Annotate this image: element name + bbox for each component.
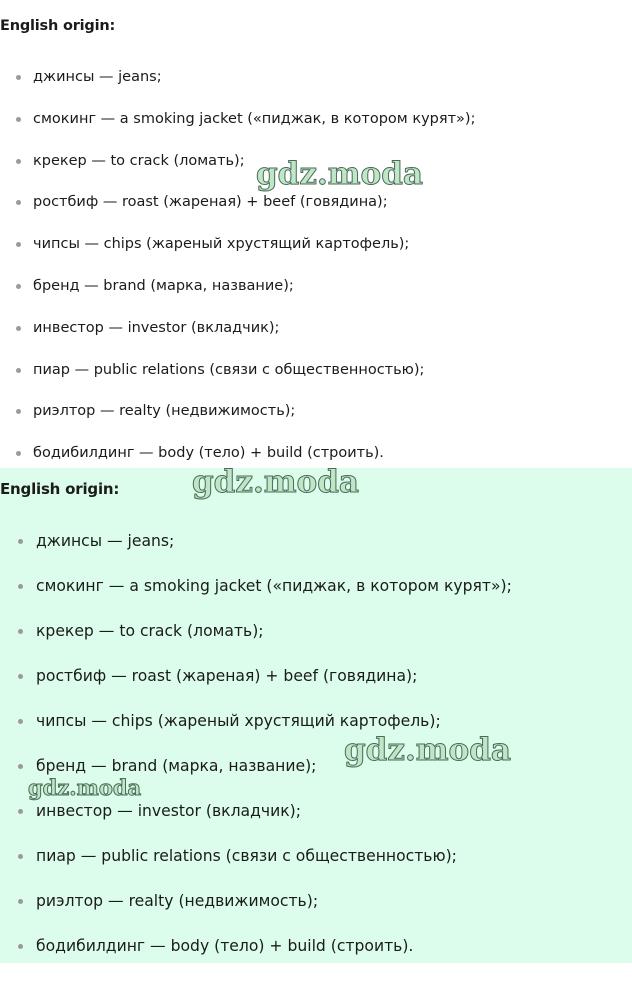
watermark-logo: gdz.moda bbox=[192, 464, 359, 500]
list-item bbox=[0, 108, 475, 150]
bullet-icon bbox=[18, 809, 23, 814]
list-item bbox=[0, 400, 475, 442]
list-item bbox=[0, 275, 475, 317]
list-item bbox=[0, 359, 475, 401]
list-item bbox=[0, 575, 512, 620]
list-item bbox=[0, 233, 475, 275]
list-item-text: инвестор — investor (вкладчик); bbox=[33, 319, 280, 336]
list-item bbox=[0, 800, 512, 845]
answer-block-highlighted bbox=[0, 468, 632, 963]
list-item-text: риэлтор — realty (недвижимость); bbox=[33, 403, 296, 420]
watermark-logo: gdz.moda bbox=[256, 156, 423, 192]
list-item-text: бодибилдинг — body (тело) + build (строить). bbox=[33, 445, 384, 462]
list-item bbox=[0, 710, 512, 755]
word-list bbox=[0, 530, 512, 980]
watermark-logo: gdz.moda bbox=[344, 732, 511, 768]
answer-block-plain bbox=[0, 0, 632, 468]
bullet-icon bbox=[18, 719, 23, 724]
list-item-text: джинсы — jeans; bbox=[33, 69, 162, 85]
word-list bbox=[0, 66, 475, 484]
list-item bbox=[0, 665, 512, 710]
list-item bbox=[0, 150, 475, 192]
bullet-icon bbox=[16, 200, 21, 205]
bullet-icon bbox=[18, 899, 23, 904]
bullet-icon bbox=[16, 451, 21, 456]
list-item-text: риэлтор — realty (недвижимость); bbox=[36, 892, 319, 910]
list-item bbox=[0, 530, 512, 575]
list-item-text: смокинг — a smoking jacket («пиджак, в котором курят»); bbox=[36, 577, 512, 595]
section-heading: English origin: bbox=[0, 480, 120, 498]
bullet-icon bbox=[18, 629, 23, 634]
list-item-text: бренд — brand (марка, название); bbox=[33, 277, 294, 294]
bullet-icon bbox=[16, 242, 21, 247]
bullet-icon bbox=[16, 159, 21, 164]
list-item-text: ростбиф — roast (жареная) + beef (говядина); bbox=[33, 194, 388, 211]
list-item bbox=[0, 755, 512, 800]
list-item bbox=[0, 66, 475, 108]
list-item-text: бодибилдинг — body (тело) + build (строить). bbox=[36, 937, 414, 955]
list-item-text: инвестор — investor (вкладчик); bbox=[36, 802, 302, 820]
bullet-icon bbox=[18, 539, 23, 544]
list-item-text: крекер — to crack (ломать); bbox=[36, 622, 264, 640]
bullet-icon bbox=[18, 584, 23, 589]
bullet-icon bbox=[18, 674, 23, 679]
list-item bbox=[0, 845, 512, 890]
list-item-text: пиар — public relations (связи с общественностью); bbox=[36, 847, 457, 865]
bullet-icon bbox=[16, 75, 21, 80]
bullet-icon bbox=[16, 368, 21, 373]
list-item bbox=[0, 890, 512, 935]
section-heading: English origin: bbox=[0, 18, 116, 34]
list-item bbox=[0, 935, 512, 980]
list-item-text: чипсы — chips (жареный хрустящий картофель); bbox=[33, 236, 410, 253]
list-item bbox=[0, 620, 512, 665]
list-item bbox=[0, 317, 475, 359]
bullet-icon bbox=[18, 764, 23, 769]
list-item-text: чипсы — chips (жареный хрустящий картофель); bbox=[36, 712, 441, 730]
list-item-text: смокинг — a smoking jacket («пиджак, в котором курят»); bbox=[33, 110, 476, 127]
list-item-text: ростбиф — roast (жареная) + beef (говядина); bbox=[36, 667, 418, 685]
bullet-icon bbox=[16, 284, 21, 289]
watermark-logo: gdz.moda bbox=[28, 775, 142, 800]
bullet-icon bbox=[18, 854, 23, 859]
bullet-icon bbox=[16, 117, 21, 122]
list-item-text: пиар — public relations (связи с общественностью); bbox=[33, 361, 425, 378]
list-item-text: крекер — to crack (ломать); bbox=[33, 152, 245, 169]
bullet-icon bbox=[16, 409, 21, 414]
list-item-text: бренд — brand (марка, название); bbox=[36, 757, 317, 775]
bullet-icon bbox=[16, 326, 21, 331]
list-item-text: джинсы — jeans; bbox=[36, 532, 175, 550]
bullet-icon bbox=[18, 944, 23, 949]
list-item bbox=[0, 191, 475, 233]
